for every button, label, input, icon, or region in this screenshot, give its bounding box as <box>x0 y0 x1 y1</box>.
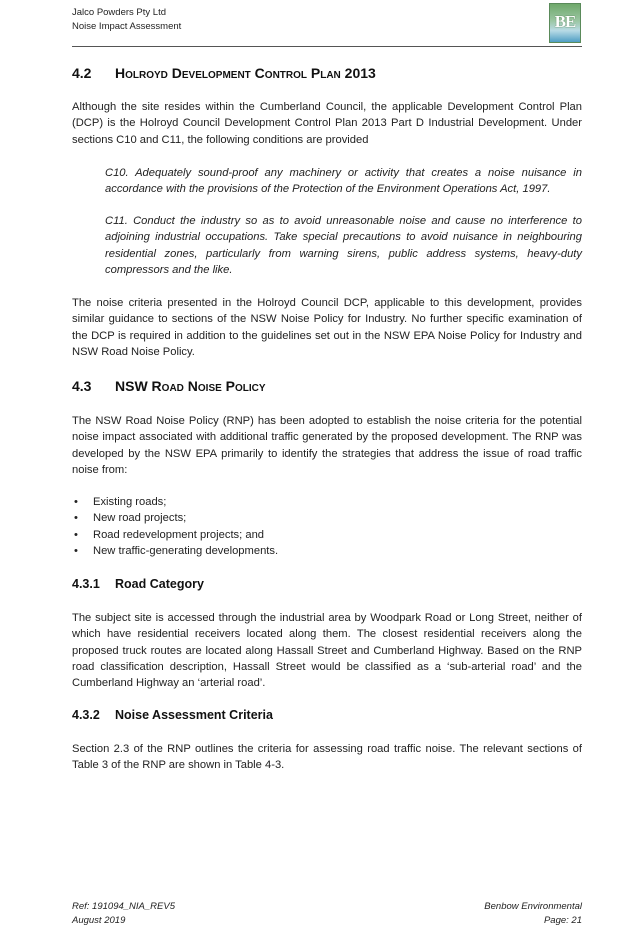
footer-company: Benbow Environmental <box>484 901 582 912</box>
benbow-logo <box>549 3 581 43</box>
heading-number: 4.2 <box>72 65 92 81</box>
paragraph-dcp-closing: The noise criteria presented in the Holroyd Council DCP, applicable to this development, provides similar guidance to sections of the NSW Noise Policy for Industry. No further specific examination of the DCP is required in addition to the guidelines set out in the NSW EPA Noise Policy for Industry and NSW Road Noise Policy. <box>72 297 582 358</box>
heading-4-3-2 <box>72 708 273 722</box>
list-item: • New traffic-generating developments. <box>72 543 582 559</box>
logo-lettering: BE <box>554 12 576 31</box>
header-document-title: Noise Impact Assessment <box>72 21 182 32</box>
running-header <box>72 6 181 34</box>
list-item: • Existing roads; <box>72 494 582 510</box>
heading-4-3-1 <box>72 577 204 591</box>
heading-title: Road Category <box>115 577 204 591</box>
heading-title: NSW Road Noise Policy <box>115 378 266 394</box>
paragraph-road-category: The subject site is accessed through the industrial area by Woodpark Road or Long Street, neither of which have residential receivers located along them. The closest residential receivers along the proposed truck routes are located along Hassall Street and Cumberland Highway. Based on the RNP road classification description, Hassall Street would be classified as a ‘sub-arterial road’ and the Cumberland Highway an ‘arterial road’. <box>72 612 582 690</box>
footer-page-number: Page: 21 <box>543 915 582 925</box>
heading-number: 4.3 <box>72 378 92 394</box>
footer-ref: Ref: 191094_NIA_REV5 <box>72 901 175 912</box>
footer-right <box>484 900 582 925</box>
heading-number: 4.3.1 <box>72 577 100 591</box>
header-company: Jalco Powders Pty Ltd <box>72 7 166 18</box>
heading-title: Holroyd Development Control Plan 2013 <box>115 65 376 81</box>
heading-4-3 <box>72 378 266 394</box>
quote-c11: C11. Conduct the industry so as to avoid unreasonable noise and cause no interference to adjoining industrial occupations. Take special precautions to avoid nuisance in neighbouring residential zones, particularly from warning sirens, public address systems, heavy-duty compressors and the like. <box>105 215 582 276</box>
heading-title: Noise Assessment Criteria <box>115 708 273 722</box>
paragraph-dcp-intro: Although the site resides within the Cumberland Council, the applicable Development Control Plan (DCP) is the Holroyd Council Development Control Plan 2013 Part D Industrial Development. Under sections C10 and C11, the following conditions are provided <box>72 101 582 146</box>
road-types-list <box>72 494 582 559</box>
header-divider <box>72 46 582 47</box>
list-item: • New road projects; <box>72 510 582 526</box>
heading-4-2 <box>72 65 376 81</box>
footer-left <box>72 900 175 925</box>
list-item: • Road redevelopment projects; and <box>72 527 582 543</box>
paragraph-rnp-intro: The NSW Road Noise Policy (RNP) has been adopted to establish the noise criteria for the potential noise impact associated with additional traffic generated by the proposed development. The RNP was developed by the NSW EPA primarily to identify the strategies that address the issue of road traffic noise from: <box>72 415 582 476</box>
paragraph-noise-criteria: Section 2.3 of the RNP outlines the criteria for assessing road traffic noise. The relevant sections of Table 3 of the RNP are shown in Table 4-3. <box>72 743 582 772</box>
footer-date: August 2019 <box>72 915 126 925</box>
quote-c10: C10. Adequately sound-proof any machinery or activity that creates a noise nuisance in accordance with the provisions of the Protection of the Environment Operations Act, 1997. <box>105 167 582 196</box>
heading-number: 4.3.2 <box>72 708 100 722</box>
